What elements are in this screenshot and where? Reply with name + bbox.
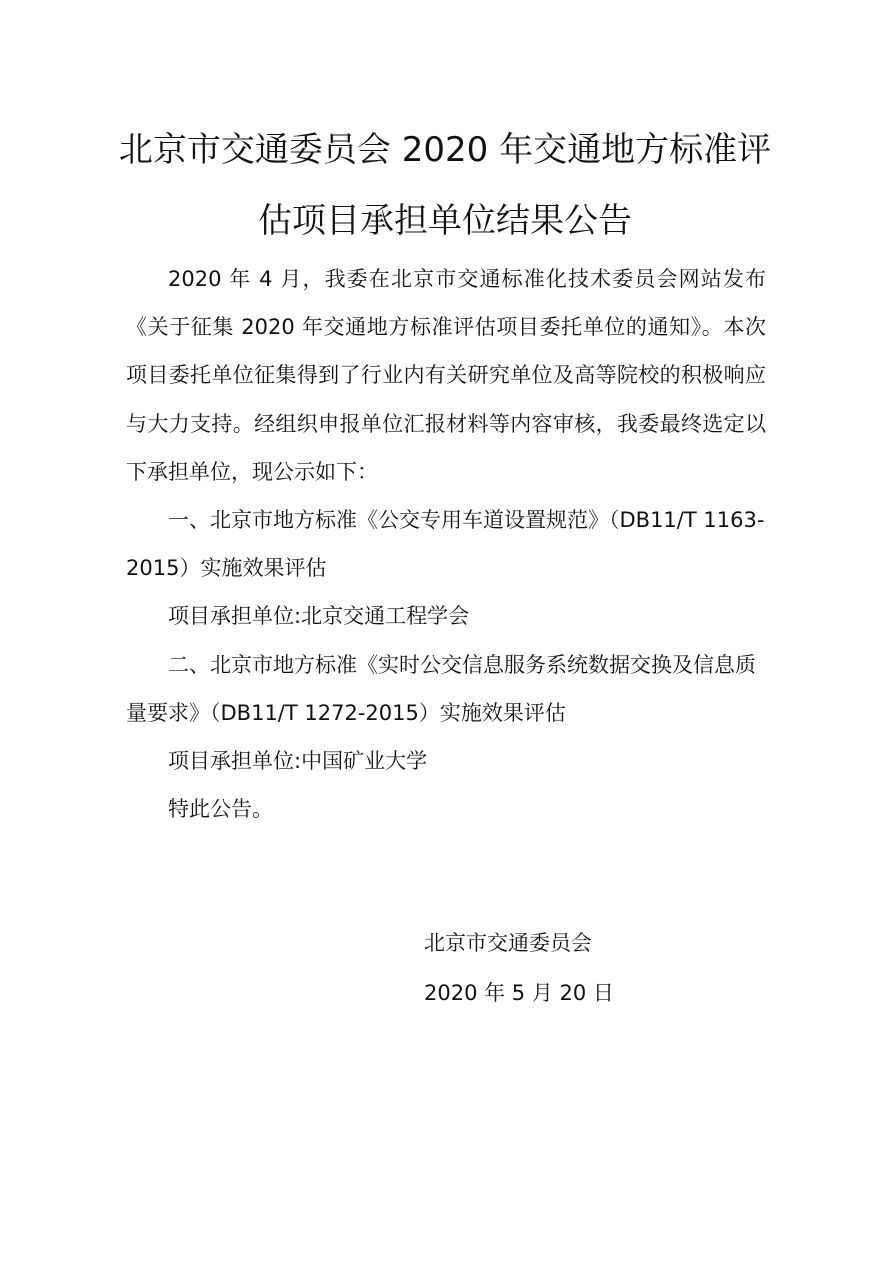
item-2-unit: 项目承担单位:中国矿业大学: [168, 749, 428, 774]
signature-organization: 北京市交通委员会: [424, 931, 592, 955]
document-title-line-1: 北京市交通委员会 2020 年交通地方标准评: [118, 130, 772, 170]
item-2-heading: 二、北京市地方标准《实时公交信息服务系统数据交换及信息质量要求》（DB11/T 1272-2015）实施效果评估: [126, 652, 756, 725]
item-1-heading: 一、北京市地方标准《公交专用车道设置规范》（DB11/T 1163-2015）实施效果评估: [126, 508, 765, 581]
closing-text: 特此公告。: [168, 797, 273, 822]
signature-date: 2020 年 5 月 20 日: [424, 981, 614, 1005]
item-1-unit: 项目承担单位:北京交通工程学会: [168, 604, 470, 629]
document-body: [126, 255, 766, 833]
intro-paragraph: 2020 年 4 月，我委在北京市交通标准化技术委员会网站发布《关于征集 2020 年交通地方标准评估项目委托单位的通知》。本次项目委托单位征集得到了行业内有关研究单位及高等院校的积极响应与大力支持。经组织申报单位汇报材料等内容审核，我委最终选定以下承担单位，现公示如下：: [126, 267, 766, 484]
document-title-line-2: 估项目承担单位结果公告: [258, 201, 632, 241]
